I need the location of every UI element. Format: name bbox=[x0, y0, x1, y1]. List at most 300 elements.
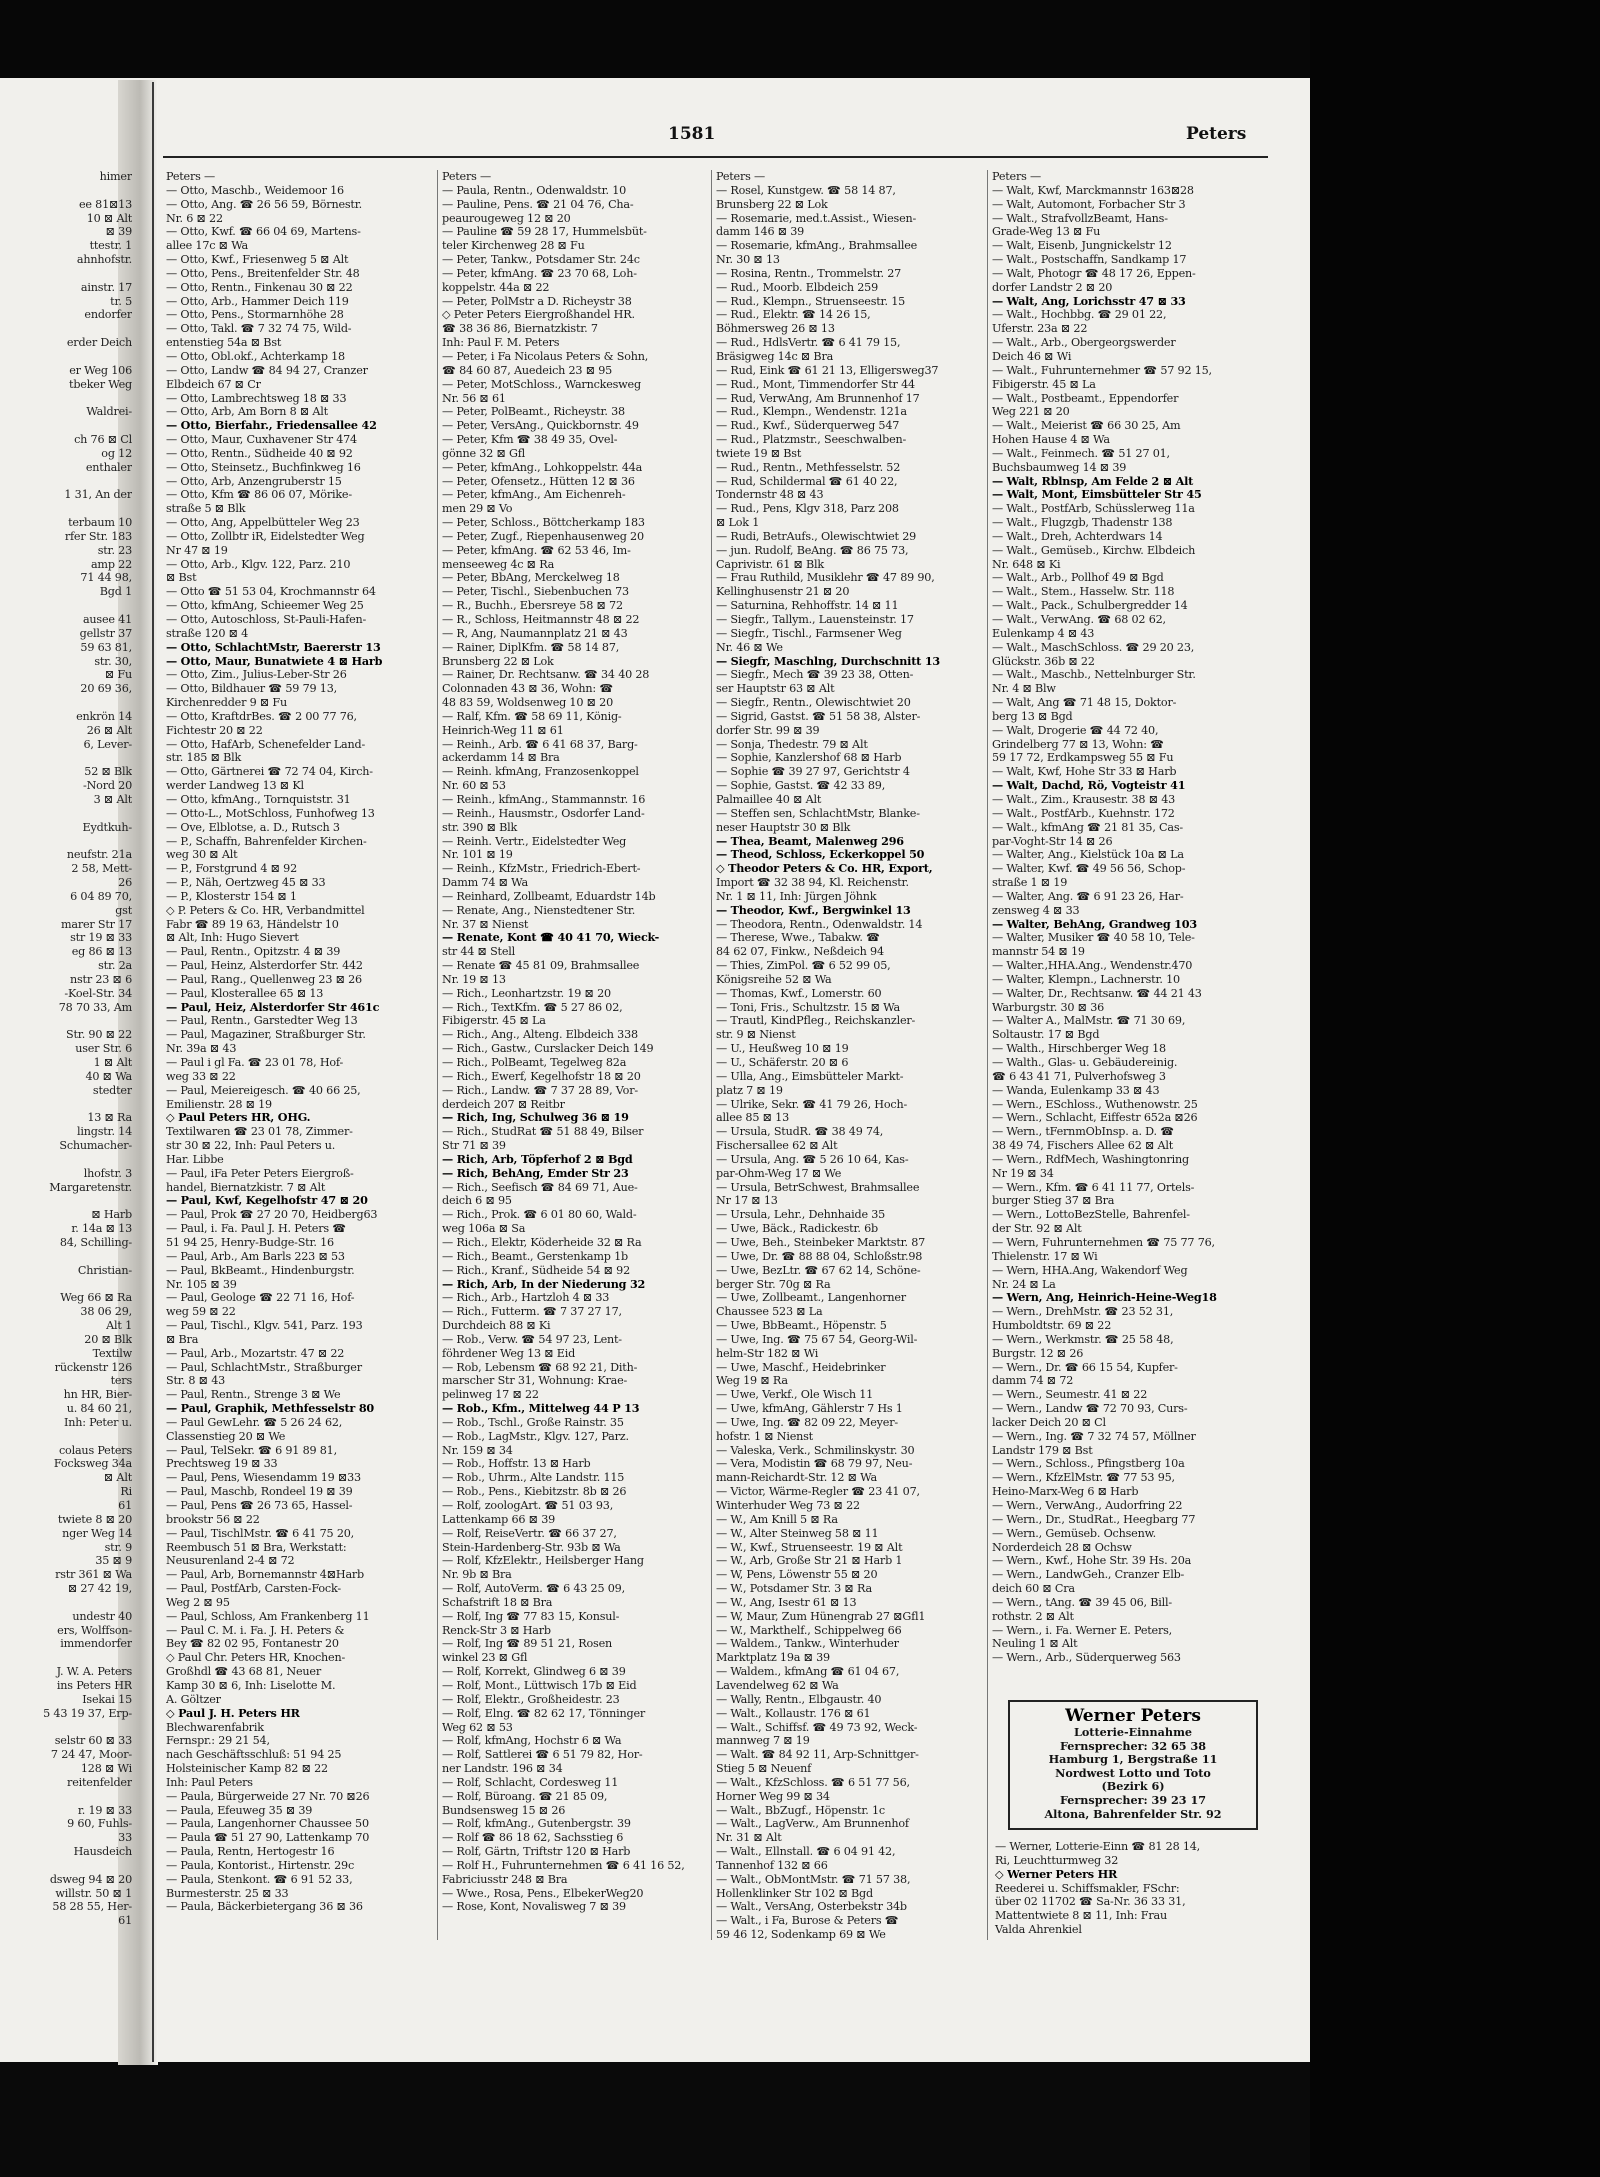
directory-entry-line: — W., Arb, Große Str 21 ⊠ Harb 1 bbox=[716, 1554, 903, 1568]
directory-entry-line: — Reinhard, Zollbeamt, Eduardstr 14b bbox=[442, 889, 656, 903]
directory-entry-line: str. 185 ⊠ Blk bbox=[166, 751, 242, 765]
directory-entry-line: Hohen Hause 4 ⊠ Wa bbox=[992, 433, 1110, 447]
left-page-text-fragment: Margaretenstr. bbox=[49, 1180, 132, 1194]
directory-entry-line: ◇ Werner Peters HR bbox=[995, 1866, 1118, 1881]
directory-entry-line: — Wern., Gemüseb. Ochsenw. bbox=[992, 1526, 1156, 1540]
left-page-text-fragment: Hausdeich bbox=[73, 1845, 132, 1859]
left-page-text-fragment: ins Peters HR bbox=[56, 1678, 132, 1692]
directory-entry-line: — Wern., Dr., StudRat., Heegbarg 77 bbox=[992, 1512, 1196, 1526]
directory-entry-line: — Paul, Arb., Am Barls 223 ⊠ 53 bbox=[166, 1249, 345, 1263]
directory-entry-line: — Wern., Arb., Süderquerweg 563 bbox=[992, 1651, 1181, 1665]
left-page-text-fragment: lingstr. 14 bbox=[76, 1125, 132, 1139]
directory-entry-line: — Rolf, Gärtn, Triftstr 120 ⊠ Harb bbox=[442, 1845, 631, 1859]
left-page-text-fragment: ausee 41 bbox=[82, 613, 132, 626]
directory-entry-line: — Theodor, Kwf., Bergwinkel 13 bbox=[716, 903, 911, 917]
directory-entry-line: — Waldem., Tankw., Winterhuder bbox=[716, 1637, 899, 1651]
directory-entry-line: — Walt., ObMontMstr. ☎ 71 57 38, bbox=[716, 1872, 911, 1886]
directory-entry-line: — Paul, TischlMstr. ☎ 6 41 75 20, bbox=[166, 1526, 355, 1540]
directory-entry-line: Nr. 37 ⊠ Nienst bbox=[442, 917, 529, 931]
left-page-text-fragment: ⊠ 27 42 19, bbox=[67, 1582, 132, 1596]
directory-entry-line: — Rob., Tschl., Große Rainstr. 35 bbox=[442, 1415, 624, 1429]
directory-entry-line: Grindelberg 77 ⊠ 13, Wohn: ☎ bbox=[992, 737, 1164, 751]
directory-entry-line: Import ☎ 32 38 94, Kl. Reichenstr. bbox=[716, 876, 909, 890]
directory-entry-line: — Otto, Zollbtr iR, Eidelstedter Weg bbox=[166, 529, 365, 543]
directory-entry-line: Stieg 5 ⊠ Neuenf bbox=[716, 1762, 812, 1776]
directory-entry-line: — Wern., RdfMech, Washingtonring bbox=[992, 1152, 1189, 1166]
left-page-text-fragment: 7 24 47, Moor- bbox=[50, 1748, 132, 1762]
directory-entry-line: — Otto, Lambrechtsweg 18 ⊠ 33 bbox=[166, 391, 347, 405]
directory-entry-line: — Uwe, Maschf., Heidebrinker bbox=[716, 1360, 886, 1374]
left-page-text-fragment: amp 22 bbox=[90, 557, 132, 571]
directory-entry-line: gönne 32 ⊠ Gfl bbox=[442, 446, 526, 460]
left-page-text-fragment: gst bbox=[115, 903, 132, 917]
directory-entry-line: Nr. 30 ⊠ 13 bbox=[716, 253, 780, 267]
directory-entry-line: — Otto, Bierfahr., Friedensallee 42 bbox=[166, 419, 377, 433]
left-page-text-fragment: 5 43 19 37, Erp- bbox=[43, 1706, 132, 1720]
directory-entry-line: A. Göltzer bbox=[166, 1692, 221, 1706]
directory-entry-line: — Otto, Pens., Breitenfelder Str. 48 bbox=[166, 266, 360, 280]
left-page-text-fragment: ahnhofstr. bbox=[76, 253, 132, 267]
left-page-text-fragment bbox=[0, 751, 132, 765]
directory-entry-line: — Wwe., Rosa, Pens., ElbekerWeg20 bbox=[442, 1886, 644, 1900]
directory-entry-line: — Rob, Lebensm ☎ 68 92 21, Dith- bbox=[442, 1360, 638, 1374]
directory-entry-line: Kamp 30 ⊠ 6, Inh: Liselotte M. bbox=[166, 1678, 336, 1692]
left-page-text-fragment: J. W. A. Peters bbox=[56, 1665, 132, 1679]
directory-entry-line: Humboldtstr. 69 ⊠ 22 bbox=[992, 1319, 1112, 1333]
directory-entry-line: — Ursula, Ang. ☎ 5 26 10 64, Kas- bbox=[716, 1152, 909, 1166]
directory-entry-line: Nr. 56 ⊠ 61 bbox=[442, 391, 506, 405]
directory-entry-line: — Walter A., MalMstr. ☎ 71 30 69, bbox=[992, 1014, 1186, 1028]
directory-entry-line: — Reinh. Vertr., Eidelstedter Weg bbox=[442, 834, 627, 848]
left-page-text-fragment: ttestr. 1 bbox=[89, 239, 132, 253]
directory-entry-line: — Otto, Pens., Stormarnhöhe 28 bbox=[166, 308, 344, 322]
directory-entry-line: Winterhuder Weg 73 ⊠ 22 bbox=[716, 1499, 860, 1512]
directory-entry-line: — Peter, i Fa Nicolaus Peters & Sohn, bbox=[442, 349, 649, 363]
left-page-text-fragment: 3 ⊠ Alt bbox=[93, 792, 132, 806]
directory-entry-line: — Paula ☎ 51 27 90, Lattenkamp 70 bbox=[166, 1831, 370, 1845]
directory-entry-line: — Paul, Tischl., Klgv. 541, Parz. 193 bbox=[166, 1319, 363, 1333]
directory-entry-line: — Rich, Ing, Schulweg 36 ⊠ 19 bbox=[442, 1111, 629, 1125]
left-page-text-fragment: Schumacher- bbox=[59, 1139, 132, 1153]
directory-entry-line: str. 9 ⊠ Nienst bbox=[716, 1028, 796, 1042]
directory-entry-line: — Uwe, Dr. ☎ 88 88 04, Schloßstr.98 bbox=[716, 1249, 923, 1263]
directory-entry-line: — Otto, Arb, Am Born 8 ⊠ Alt bbox=[166, 405, 328, 419]
directory-entry-line: — Rolf, Schlacht, Cordesweg 11 bbox=[442, 1775, 619, 1789]
directory-entry-line: Nr. 19 ⊠ 13 bbox=[442, 972, 506, 986]
directory-entry-line: pelinweg 17 ⊠ 22 bbox=[442, 1388, 539, 1402]
directory-entry-line: — Reinh., Hausmstr., Osdorfer Land- bbox=[442, 806, 645, 820]
ad-line: Fernsprecher: 32 65 38 bbox=[1059, 1738, 1207, 1753]
directory-entry-line: ◇ P. Peters & Co. HR, Verbandmittel bbox=[166, 903, 365, 917]
left-page-text-fragment: twiete 8 ⊠ 20 bbox=[57, 1512, 132, 1526]
directory-entry-line: ◇ Peter Peters Eiergroßhandel HR. bbox=[442, 308, 635, 322]
directory-entry-line: — Walt. ☎ 84 92 11, Arp-Schnittger- bbox=[716, 1748, 919, 1762]
directory-entry-line: — Rud., Elektr. ☎ 14 26 15, bbox=[716, 308, 871, 322]
directory-entry-line: Nr. 24 ⊠ La bbox=[992, 1277, 1056, 1291]
directory-entry-line: — Walter, Klempn., Lachnerstr. 10 bbox=[992, 972, 1180, 986]
directory-entry-line: derdeich 207 ⊠ Reitbr bbox=[442, 1097, 565, 1111]
directory-entry-line: — Theod, Schloss, Eckerkoppel 50 bbox=[716, 848, 925, 862]
directory-entry-line: entenstieg 54a ⊠ Bst bbox=[166, 336, 282, 350]
left-page-text-fragment: 59 63 81, bbox=[80, 640, 132, 654]
directory-entry-line: Weg 221 ⊠ 20 bbox=[992, 405, 1070, 419]
directory-entry-line: ☎ 38 36 86, Biernatzkistr. 7 bbox=[442, 322, 598, 336]
left-page-text-fragment bbox=[0, 696, 132, 710]
directory-entry-line: Böhmersweg 26 ⊠ 13 bbox=[716, 322, 835, 336]
directory-entry-line: — Rich., Arb., Hartzloh 4 ⊠ 33 bbox=[442, 1291, 610, 1305]
directory-entry-line: Hollenklinker Str 102 ⊠ Bgd bbox=[716, 1886, 873, 1900]
left-page-text-fragment: user Str. 6 bbox=[75, 1042, 132, 1056]
directory-entry-line: — Paul, SchlachtMstr., Straßburger bbox=[166, 1360, 362, 1374]
left-page-text-fragment: 9 60, Fuhls- bbox=[67, 1817, 132, 1831]
directory-entry-line: Burmesterstr. 25 ⊠ 33 bbox=[166, 1886, 289, 1900]
directory-entry-line: — Walt, Automont, Forbacher Str 3 bbox=[992, 197, 1186, 211]
directory-entry-line: — Wern., KfzElMstr. ☎ 77 53 95, bbox=[992, 1471, 1175, 1485]
directory-entry-line: — Otto, KraftdrBes. ☎ 2 00 77 76, bbox=[166, 709, 357, 723]
directory-entry-line: — Peter, PolMstr a D. Richeystr 38 bbox=[442, 294, 632, 308]
directory-entry-line: Nr. 105 ⊠ 39 bbox=[166, 1277, 237, 1291]
directory-entry-line: — Otto, Autoschloss, St-Pauli-Hafen- bbox=[166, 613, 367, 626]
directory-entry-line: — Thies, ZimPol. ☎ 6 52 99 05, bbox=[716, 959, 891, 973]
directory-entry-line: — Walter, Ang., Kielstück 10a ⊠ La bbox=[992, 848, 1184, 862]
left-page-text-fragment: marer Str 17 bbox=[60, 917, 132, 931]
left-page-text-fragment: 26 ⊠ Alt bbox=[86, 723, 132, 737]
directory-entry-line: — Walt., PostfArb., Kuehnstr. 172 bbox=[992, 806, 1175, 820]
directory-entry-line: Durchdeich 88 ⊠ Ki bbox=[442, 1319, 551, 1333]
directory-entry-line: Nr 47 ⊠ 19 bbox=[166, 543, 228, 557]
directory-entry-line: berger Str. 70g ⊠ Ra bbox=[716, 1277, 831, 1291]
directory-entry-line: Damm 74 ⊠ Wa bbox=[442, 876, 528, 890]
directory-entry-line: — Rosina, Rentn., Trommelstr. 27 bbox=[716, 266, 902, 280]
left-page-text-fragment: Bgd 1 bbox=[99, 585, 132, 599]
directory-entry-line: — Ralf, Kfm. ☎ 58 69 11, König- bbox=[442, 709, 622, 723]
left-page-text-fragment: tr. 5 bbox=[110, 294, 132, 308]
directory-entry-line: — W, Pens, Löwenstr 55 ⊠ 20 bbox=[716, 1568, 878, 1582]
directory-entry-line: Tondernstr 48 ⊠ 43 bbox=[716, 488, 824, 502]
left-page-text-fragment: rstr 361 ⊠ Wa bbox=[55, 1568, 132, 1582]
directory-entry-line: — Paula, Bürgerweide 27 Nr. 70 ⊠26 bbox=[166, 1789, 370, 1803]
directory-entry-line: — Rolf, KfzElektr., Heilsberger Hang bbox=[442, 1554, 644, 1568]
directory-entry-line: deich 60 ⊠ Cra bbox=[992, 1582, 1075, 1596]
left-page-text-fragment: 20 ⊠ Blk bbox=[84, 1332, 132, 1346]
left-page-text-fragment: str. 30, bbox=[94, 654, 132, 668]
ad-line: Nordwest Lotto und Toto bbox=[1055, 1765, 1211, 1780]
directory-entry-line: — Rud., Moorb. Elbdeich 259 bbox=[716, 280, 878, 294]
directory-entry-line: Weg 62 ⊠ 53 bbox=[442, 1720, 513, 1734]
directory-entry-line: — Rolf, kfmAng., Gutenbergstr. 39 bbox=[442, 1817, 631, 1831]
left-page-text-fragment: ee 81⊠13 bbox=[78, 197, 132, 211]
directory-entry-line: — Walt., Postbeamt., Eppendorfer bbox=[992, 391, 1179, 405]
directory-entry-line: — Paula, Langenhorner Chaussee 50 bbox=[166, 1817, 369, 1831]
directory-entry-line: — Peter, MotSchloss., Warnckesweg bbox=[442, 377, 641, 391]
directory-entry-line: Valda Ahrenkiel bbox=[995, 1923, 1082, 1937]
left-page-text-fragment: 20 69 36, bbox=[80, 682, 132, 696]
directory-entry-line: — Wern., VerwAng., Audorfring 22 bbox=[992, 1499, 1183, 1512]
directory-entry-line: — Rosel, Kunstgew. ☎ 58 14 87, bbox=[716, 183, 896, 197]
directory-entry-line: Nr. 9b ⊠ Bra bbox=[442, 1568, 512, 1582]
directory-entry-line: — Walt., Meierist ☎ 66 30 25, Am bbox=[992, 419, 1181, 433]
directory-entry-line: Großhdl ☎ 43 68 81, Neuer bbox=[166, 1665, 322, 1679]
left-page-text-fragment: immendorfer bbox=[60, 1637, 132, 1651]
left-page-text-fragment: selstr 60 ⊠ 33 bbox=[54, 1734, 132, 1748]
directory-entry-line: — Uwe, kfmAng, Gählerstr 7 Hs 1 bbox=[716, 1402, 903, 1416]
directory-entry-line: Uferstr. 23a ⊠ 22 bbox=[992, 322, 1088, 336]
directory-entry-line: — Otto, Takl. ☎ 7 32 74 75, Wild- bbox=[166, 322, 352, 336]
directory-entry-line: — Paul, Meiereigesch. ☎ 40 66 25, bbox=[166, 1083, 361, 1097]
left-page-text-fragment: ters bbox=[110, 1374, 132, 1388]
directory-entry-line: — Victor, Wärme-Regler ☎ 23 41 07, bbox=[716, 1485, 920, 1499]
directory-entry-line: rothstr. 2 ⊠ Alt bbox=[992, 1609, 1074, 1623]
directory-entry-line: — Reinh., Arb. ☎ 6 41 68 37, Barg- bbox=[442, 737, 638, 751]
left-page-text-fragment bbox=[0, 502, 132, 516]
directory-entry-line: — Walter, Dr., Rechtsanw. ☎ 44 21 43 bbox=[992, 986, 1202, 1000]
directory-entry-line: — Walt., StrafvollzBeamt, Hans- bbox=[992, 211, 1168, 225]
directory-entry-line: — Walth., Hirschberger Weg 18 bbox=[992, 1042, 1166, 1056]
left-page-text-fragment: 1 ⊠ Alt bbox=[93, 1056, 132, 1069]
directory-entry-line: — Walt., Ellnstall. ☎ 6 04 91 42, bbox=[716, 1845, 896, 1859]
directory-entry-line: Str 71 ⊠ 39 bbox=[442, 1139, 506, 1153]
directory-entry-line: — W., Am Knill 5 ⊠ Ra bbox=[716, 1512, 838, 1526]
directory-entry-line: Fernspr.: 29 21 54, bbox=[166, 1734, 270, 1748]
left-page-text-fragment: himer bbox=[99, 170, 132, 183]
left-page-text-fragment bbox=[0, 1278, 132, 1292]
directory-entry-line: neser Hauptstr 30 ⊠ Blk bbox=[716, 820, 851, 834]
directory-entry-line: Kellinghusenstr 21 ⊠ 20 bbox=[716, 585, 850, 599]
directory-entry-line: peaurougeweg 12 ⊠ 20 bbox=[442, 211, 571, 225]
directory-entry-line: — Otto, Ang. ☎ 26 56 59, Börnestr. bbox=[166, 197, 362, 211]
directory-entry-line: Bey ☎ 82 02 95, Fontanestr 20 bbox=[166, 1637, 339, 1651]
directory-entry-line: — Otto, HafArb, Schenefelder Land- bbox=[166, 737, 366, 751]
directory-entry-line: — Wanda, Eulenkamp 33 ⊠ 43 bbox=[992, 1083, 1160, 1097]
directory-entry-line: Neuling 1 ⊠ Alt bbox=[992, 1637, 1078, 1651]
directory-entry-line: — Uwe, Verkf., Ole Wisch 11 bbox=[716, 1388, 874, 1402]
directory-entry-line: — Walt, Drogerie ☎ 44 72 40, bbox=[992, 723, 1159, 737]
directory-entry-line: — Walter, Musiker ☎ 40 58 10, Tele- bbox=[992, 931, 1195, 945]
directory-entry-line: Nr. 60 ⊠ 53 bbox=[442, 779, 506, 793]
left-page-text-fragment: Christian- bbox=[77, 1263, 132, 1277]
left-page-text-fragment bbox=[0, 184, 132, 198]
left-page-text-fragment: 33 bbox=[118, 1831, 132, 1845]
directory-entry-line: — Rud., Mont, Timmendorfer Str 44 bbox=[716, 377, 915, 391]
left-page-text-fragment: eg 86 ⊠ 13 bbox=[71, 945, 132, 959]
directory-entry-line: — Trautl, KindPfleg., Reichskanzler- bbox=[716, 1014, 916, 1028]
directory-entry-line: — Rosemarie, med.t.Assist., Wiesen- bbox=[716, 211, 917, 225]
left-page-text-fragment: 6 04 89 70, bbox=[70, 889, 132, 903]
directory-entry-line: 59 46 12, Sodenkamp 69 ⊠ We bbox=[716, 1928, 886, 1942]
directory-entry-line: — W., Alter Steinweg 58 ⊠ 11 bbox=[716, 1526, 879, 1540]
left-page-text-fragment: ainstr. 17 bbox=[80, 280, 132, 294]
directory-entry-line: — Wern., ESchloss., Wuthenowstr. 25 bbox=[992, 1097, 1198, 1111]
left-page-text-fragment: hn HR, Bier- bbox=[63, 1388, 132, 1402]
directory-entry-line: — Rob., Kfm., Mittelweg 44 P 13 bbox=[442, 1402, 640, 1416]
directory-entry-line: Peters — bbox=[992, 170, 1041, 183]
directory-entry-line: dorfer Landstr 2 ⊠ 20 bbox=[992, 280, 1113, 294]
left-page-text-fragment: 61 bbox=[118, 1499, 132, 1512]
directory-entry-line: — Rich., StudRat ☎ 51 88 49, Bilser bbox=[442, 1125, 644, 1139]
directory-entry-line: — Rob., Verw. ☎ 54 97 23, Lent- bbox=[442, 1332, 622, 1346]
directory-entry-line: — Wern., Schlacht, Eiffestr 652a ⊠26 bbox=[992, 1111, 1198, 1125]
left-page-text-fragment: u. 84 60 21, bbox=[66, 1402, 132, 1416]
left-page-text-fragment: Alt 1 bbox=[106, 1319, 132, 1333]
directory-entry-line: Reederei u. Schiffsmakler, FSchr: bbox=[995, 1881, 1180, 1895]
directory-entry-line: — Rich., Ang., Alteng. Elbdeich 338 bbox=[442, 1028, 638, 1042]
directory-entry-line: — Walt., Feinmech. ☎ 51 27 01, bbox=[992, 446, 1170, 460]
ad-name: Werner Peters bbox=[1065, 1706, 1201, 1726]
entries-after-ad bbox=[995, 1840, 1263, 1937]
directory-entry-line: Brunsberg 22 ⊠ Lok bbox=[716, 197, 828, 211]
directory-entry-line: — Paul, Magaziner, Straßburger Str. bbox=[166, 1028, 366, 1042]
directory-entry-line: Lattenkamp 66 ⊠ 39 bbox=[442, 1512, 556, 1526]
directory-entry-line: — Rolf, AutoVerm. ☎ 6 43 25 09, bbox=[442, 1582, 625, 1596]
directory-entry-line: — Paula, Bäckerbietergang 36 ⊠ 36 bbox=[166, 1900, 363, 1914]
directory-entry-line: straße 1 ⊠ 19 bbox=[992, 876, 1068, 890]
ad-line: Altona, Bahrenfelder Str. 92 bbox=[1044, 1806, 1222, 1821]
directory-entry-line: Blechwarenfabrik bbox=[166, 1720, 264, 1734]
directory-entry-line: — Wern., LandwGeh., Cranzer Elb- bbox=[992, 1568, 1185, 1582]
directory-entry-line: Glückstr. 36b ⊠ 22 bbox=[992, 654, 1095, 668]
directory-entry-line: — Otto, Kwf. ☎ 66 04 69, Martens- bbox=[166, 225, 361, 239]
directory-entry-line: — Walt., Dreh, Achterdwars 14 bbox=[992, 529, 1163, 543]
left-page-text-fragment: tbeker Weg bbox=[69, 377, 132, 391]
directory-entry-line: Ri, Leuchtturmweg 32 bbox=[995, 1853, 1119, 1867]
directory-entry-line: Classenstieg 20 ⊠ We bbox=[166, 1429, 286, 1443]
directory-entry-line: — Paul, Pens, Wiesendamm 19 ⊠33 bbox=[166, 1471, 361, 1485]
directory-entry-line: — P., Forstgrund 4 ⊠ 92 bbox=[166, 862, 298, 876]
directory-entry-line: ⊠ Bst bbox=[166, 571, 197, 585]
directory-entry-line: — Rich., Gastw., Curslacker Deich 149 bbox=[442, 1042, 654, 1056]
directory-entry-line: werder Landweg 13 ⊠ Kl bbox=[166, 779, 304, 793]
directory-entry-line: — Walter.,HHA.Ang., Wendenstr.470 bbox=[992, 959, 1193, 973]
left-page-text-fragment: 58 28 55, Her- bbox=[52, 1900, 132, 1914]
directory-entry-line: — Rud, Eink ☎ 61 21 13, Elligersweg37 bbox=[716, 363, 939, 377]
left-page-text-fragment bbox=[0, 1250, 132, 1264]
directory-entry-line: — Rob., Hoffstr. 13 ⊠ Harb bbox=[442, 1457, 591, 1471]
directory-entry-line: — Rich., PolBeamt, Tegelweg 82a bbox=[442, 1056, 627, 1069]
directory-entry-line: Caprivistr. 61 ⊠ Blk bbox=[716, 557, 824, 571]
directory-entry-line: — P., Klosterstr 154 ⊠ 1 bbox=[166, 889, 297, 903]
directory-entry-line: — Otto, Rentn., Finkenau 30 ⊠ 22 bbox=[166, 280, 353, 294]
directory-entry-line: — Otto, Kfm ☎ 86 06 07, Mörike- bbox=[166, 488, 352, 502]
directory-entry-line: — Otto, Maur, Bunatwiete 4 ⊠ Harb bbox=[166, 654, 383, 668]
directory-entry-line: — Walt., VerwAng. ☎ 68 02 62, bbox=[992, 613, 1166, 626]
directory-entry-line: — Peter, kfmAng. ☎ 62 53 46, Im- bbox=[442, 543, 631, 557]
directory-entry-line: — Paul, iFa Peter Peters Eiergroß- bbox=[166, 1166, 354, 1180]
directory-entry-line: — Rosemarie, kfmAng., Brahmsallee bbox=[716, 239, 918, 253]
directory-entry-line: handel, Biernatzkistr. 7 ⊠ Alt bbox=[166, 1180, 326, 1194]
directory-entry-line: — Rich., Ewerf, Kegelhofstr 18 ⊠ 20 bbox=[442, 1069, 641, 1083]
directory-entry-line: ◇ Paul Peters HR, OHG. bbox=[166, 1111, 311, 1125]
scan-border-right bbox=[1310, 0, 1600, 2177]
directory-entry-line: — Rolf, Sattlerei ☎ 6 51 79 82, Hor- bbox=[442, 1748, 643, 1762]
left-page-text-fragment: r. 19 ⊠ 33 bbox=[77, 1803, 132, 1817]
directory-entry-line: mannstr 54 ⊠ 19 bbox=[992, 945, 1085, 959]
directory-entry-line: — Ulla, Ang., Eimsbütteler Markt- bbox=[716, 1069, 904, 1083]
left-page-text-fragment bbox=[0, 1721, 132, 1735]
directory-entry-line: 51 94 25, Henry-Budge-Str. 16 bbox=[166, 1235, 334, 1249]
directory-entry-line: — R., Schloss, Heitmannstr 48 ⊠ 22 bbox=[442, 613, 640, 626]
directory-entry-line: allee 17c ⊠ Wa bbox=[166, 239, 249, 253]
directory-entry-line: Har. Libbe bbox=[166, 1152, 224, 1166]
directory-entry-line: — Rud, VerwAng, Am Brunnenhof 17 bbox=[716, 391, 920, 405]
directory-entry-line: Lavendelweg 62 ⊠ Wa bbox=[716, 1678, 839, 1692]
page-number: 1581 bbox=[668, 124, 716, 144]
directory-entry-line: — Paul, Heiz, Alsterdorfer Str 461c bbox=[166, 1000, 380, 1014]
directory-entry-line: — Otto, Kwf., Friesenweg 5 ⊠ Alt bbox=[166, 253, 349, 267]
directory-entry-line: damm 74 ⊠ 72 bbox=[992, 1374, 1074, 1388]
directory-entry-line: twiete 19 ⊠ Bst bbox=[716, 446, 802, 460]
directory-entry-line: weg 106a ⊠ Sa bbox=[442, 1222, 526, 1236]
directory-entry-line: ser Hauptstr 63 ⊠ Alt bbox=[716, 682, 835, 696]
directory-entry-line: — Rich., Kranf., Südheide 54 ⊠ 92 bbox=[442, 1263, 631, 1277]
directory-entry-line: — Siegfr., Rentn., Olewischtwiet 20 bbox=[716, 696, 911, 710]
directory-entry-line: — Walter, BehAng, Grandweg 103 bbox=[992, 917, 1197, 931]
left-page-text-fragment bbox=[0, 1430, 132, 1444]
directory-entry-line: — Reinh. kfmAng, Franzosenkoppel bbox=[442, 765, 639, 779]
directory-entry-line: — Otto, Obl.okf., Achterkamp 18 bbox=[166, 349, 345, 363]
directory-entry-line: — Paula, Kontorist., Hirtenstr. 29c bbox=[166, 1858, 355, 1872]
directory-entry-line: — Peter, Kfm ☎ 38 49 35, Ovel- bbox=[442, 433, 618, 447]
directory-entry-line: — Wern., Kfm. ☎ 6 41 11 77, Ortels- bbox=[992, 1180, 1195, 1194]
left-page-text-fragment bbox=[0, 475, 132, 489]
directory-entry-line: — Wern., Dr. ☎ 66 15 54, Kupfer- bbox=[992, 1360, 1178, 1374]
directory-entry-line: mann-Reichardt-Str. 12 ⊠ Wa bbox=[716, 1471, 877, 1485]
directory-entry-line: — Paul, Klosterallee 65 ⊠ 13 bbox=[166, 986, 324, 1000]
directory-entry-line: — Ursula, StudR. ☎ 38 49 74, bbox=[716, 1125, 884, 1139]
directory-entry-line: — Sonja, Thedestr. 79 ⊠ Alt bbox=[716, 737, 868, 751]
left-page-text-fragment: rückenstr 126 bbox=[54, 1360, 132, 1374]
directory-entry-line: — Peter, kfmAng., Lohkoppelstr. 44a bbox=[442, 460, 643, 474]
directory-entry-line: — Wern., Schloss., Pfingstberg 10a bbox=[992, 1457, 1185, 1471]
directory-entry-line: — Siegfr., Tallym., Lauensteinstr. 17 bbox=[716, 613, 914, 626]
directory-entry-line: helm-Str 182 ⊠ Wi bbox=[716, 1346, 819, 1360]
left-page-text-fragment: ch 76 ⊠ Cl bbox=[74, 433, 132, 447]
directory-entry-line: — Walt., Hochbbg. ☎ 29 01 22, bbox=[992, 308, 1167, 322]
left-page-text-fragment: ⊠ 39 bbox=[105, 225, 132, 239]
directory-entry-line: — Reinh., KfzMstr., Friedrich-Ebert- bbox=[442, 862, 641, 876]
directory-entry-line: Peters — bbox=[442, 170, 491, 183]
column-divider bbox=[437, 170, 438, 1940]
directory-entry-line: — Peter, Ofensetz., Hütten 12 ⊠ 36 bbox=[442, 474, 635, 488]
directory-entry-line: — Paula, Rentn., Odenwaldstr. 10 bbox=[442, 183, 627, 197]
directory-entry-line: — Paul, Rang., Quellenweg 23 ⊠ 26 bbox=[166, 972, 362, 986]
directory-entry-line: Nr 17 ⊠ 13 bbox=[716, 1194, 778, 1208]
directory-entry-line: — Paul, TelSekr. ☎ 6 91 89 81, bbox=[166, 1443, 337, 1457]
directory-entry-line: — Renate ☎ 45 81 09, Brahmsallee bbox=[442, 959, 640, 973]
directory-entry-line: — Siegfr., Tischl., Farmsener Weg bbox=[716, 626, 902, 640]
directory-column-3 bbox=[716, 170, 984, 2060]
left-page-text-fragment bbox=[0, 1153, 132, 1167]
left-page-text-fragment bbox=[0, 807, 132, 821]
ad-line: Lotterie-Einnahme bbox=[1073, 1725, 1193, 1739]
directory-entry-line: — Saturnina, Rehhoffstr. 14 ⊠ 11 bbox=[716, 599, 899, 613]
directory-entry-line: — Rainer, DiplKfm. ☎ 58 14 87, bbox=[442, 640, 620, 654]
left-page-text-fragment: 2 58, Mett- bbox=[71, 862, 132, 876]
directory-entry-line: par-Ohm-Weg 17 ⊠ We bbox=[716, 1166, 842, 1180]
directory-entry-line: — Walt., Postschaffn, Sandkamp 17 bbox=[992, 253, 1187, 267]
directory-entry-line: — Rich., Landw. ☎ 7 37 28 89, Vor- bbox=[442, 1083, 638, 1097]
directory-entry-line: ackerdamm 14 ⊠ Bra bbox=[442, 751, 560, 765]
directory-entry-line: str 30 ⊠ 22, Inh: Paul Peters u. bbox=[166, 1139, 336, 1153]
directory-entry-line: ◇ Paul Chr. Peters HR, Knochen- bbox=[166, 1651, 346, 1665]
directory-entry-line: — Walter, Ang. ☎ 6 91 23 26, Har- bbox=[992, 889, 1184, 903]
directory-entry-line: weg 33 ⊠ 22 bbox=[166, 1069, 236, 1083]
directory-entry-line: — Frau Ruthild, Musiklehr ☎ 47 89 90, bbox=[716, 571, 935, 585]
left-page-text-fragment: 78 70 33, Am bbox=[58, 1000, 132, 1014]
directory-entry-line: — Rich., Prok. ☎ 6 01 80 60, Wald- bbox=[442, 1208, 637, 1222]
directory-entry-line: — Ove, Elblotse, a. D., Rutsch 3 bbox=[166, 820, 340, 834]
left-page-text-fragment: 128 ⊠ Wi bbox=[80, 1762, 132, 1776]
directory-entry-line: ⊠ Bra bbox=[166, 1332, 199, 1346]
